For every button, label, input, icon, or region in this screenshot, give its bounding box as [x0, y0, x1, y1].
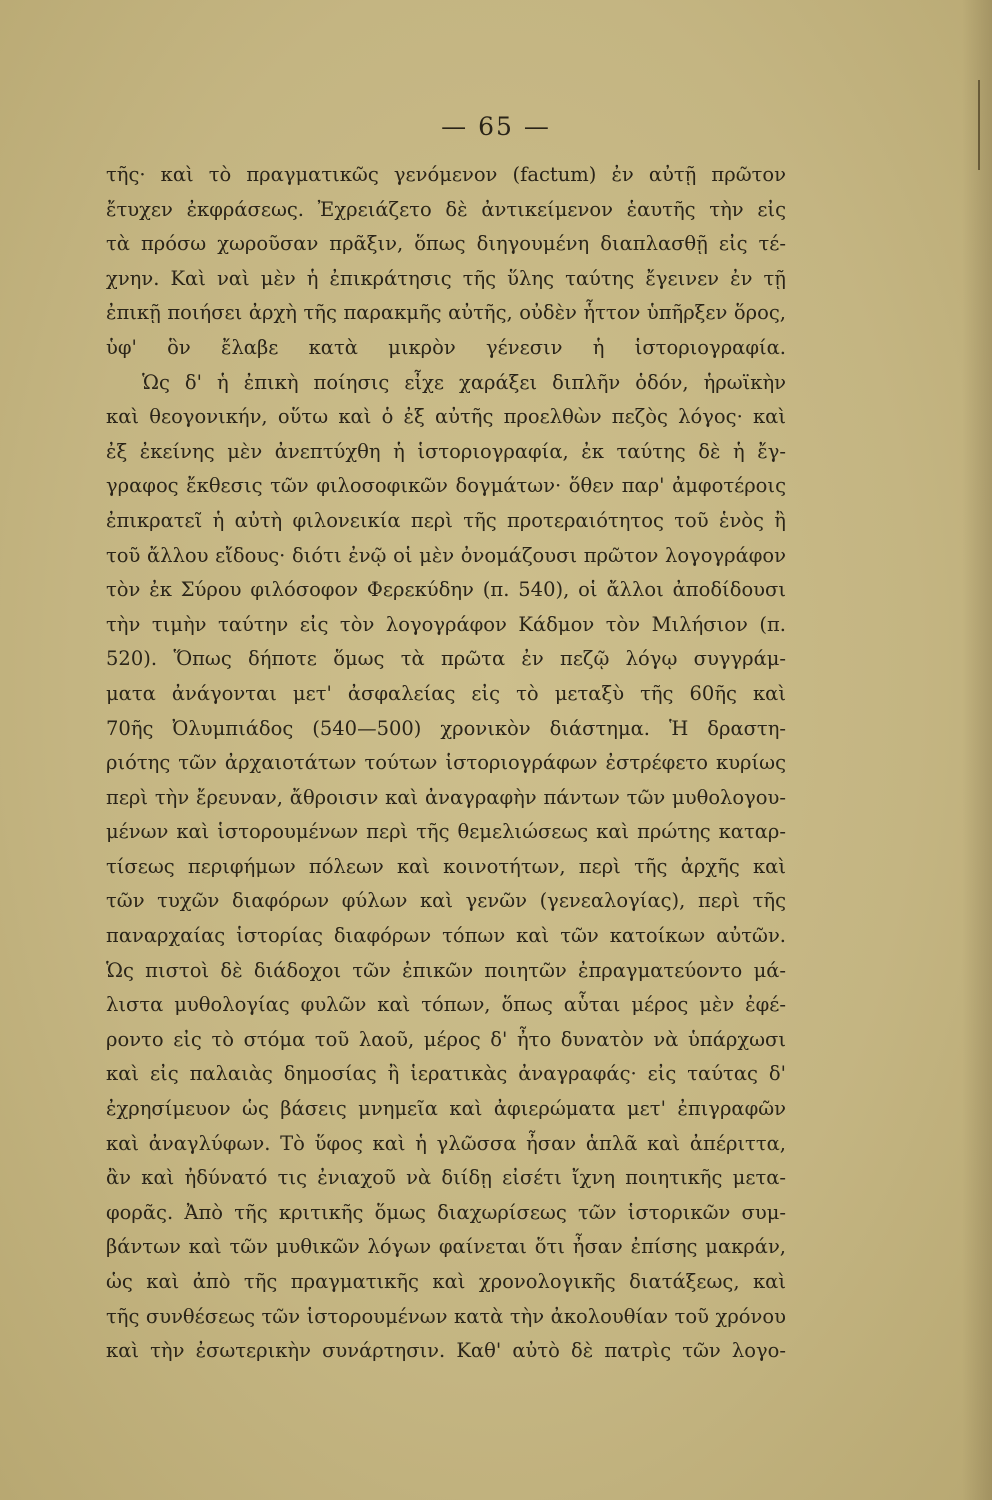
- text-line: 520). Ὅπως δήποτε ὅμως τὰ πρῶτα ἐν πεζῷ λόγῳ συγγράμ-: [106, 647, 786, 671]
- text-line: παναρχαίας ἱστορίας διαφόρων τόπων καὶ τῶν κατοίκων αὐτῶν.: [106, 924, 786, 948]
- text-line: καὶ θεογονικήν, οὕτω καὶ ὁ ἐξ αὐτῆς προελθὼν πεζὸς λόγος· καὶ: [106, 405, 786, 429]
- text-line: ριότης τῶν ἀρχαιοτάτων τούτων ἱστοριογράφων ἐστρέφετο κυρίως: [106, 751, 786, 775]
- text-line: περὶ τὴν ἔρευναν, ἄθροισιν καὶ ἀναγραφὴν πάντων τῶν μυθολογου-: [106, 785, 786, 809]
- page-edge-shadow: [962, 0, 992, 1500]
- text-line: ἂν καὶ ἠδύνατό τις ἐνιαχοῦ νὰ διίδῃ εἰσέτι ἴχνη ποιητικῆς μετα-: [106, 1166, 786, 1190]
- text-line: 70ῆς Ὀλυμπιάδος (540—500) χρονικὸν διάστημα. Ἡ δραστη-: [106, 716, 786, 740]
- text-line: τὴν τιμὴν ταύτην εἰς τὸν λογογράφον Κάδμον τὸν Μιλήσιον (π.: [106, 612, 786, 636]
- text-line: καὶ τὴν ἐσωτερικὴν συνάρτησιν. Καθ' αὐτὸ δὲ πατρὶς τῶν λογο-: [106, 1339, 786, 1363]
- text-line: τίσεως περιφήμων πόλεων καὶ κοινοτήτων, περὶ τῆς ἀρχῆς καὶ: [106, 854, 786, 878]
- text-line: φορᾶς. Ἀπὸ τῆς κριτικῆς ὅμως διαχωρίσεως τῶν ἱστορικῶν συμ-: [106, 1200, 786, 1224]
- body-text: [106, 158, 786, 1369]
- text-line: ματα ἀνάγονται μετ' ἀσφαλείας εἰς τὸ μεταξὺ τῆς 60ῆς καὶ: [106, 681, 786, 705]
- text-line: λιστα μυθολογίας φυλῶν καὶ τόπων, ὅπως αὗται μέρος μὲν ἐφέ-: [106, 993, 786, 1017]
- text-line: ὡς καὶ ἀπὸ τῆς πραγματικῆς καὶ χρονολογικῆς διατάξεως, καὶ: [106, 1270, 786, 1293]
- text-line: ὑφ' ὃν ἔλαβε κατὰ μικρὸν γένεσιν ἡ ἱστοριογραφία.: [106, 335, 786, 359]
- text-line: χνην. Καὶ ναὶ μὲν ἡ ἐπικράτησις τῆς ὕλης ταύτης ἔγεινεν ἐν τῇ: [106, 266, 786, 290]
- text-line: ἐχρησίμευον ὡς βάσεις μνημεῖα καὶ ἀφιερώματα μετ' ἐπιγραφῶν: [106, 1097, 786, 1121]
- text-line: Ὡς δ' ἡ ἐπικὴ ποίησις εἶχε χαράξει διπλῆν ὁδόν, ἡρωϊκὴν: [142, 370, 786, 394]
- text-line: τῆς συνθέσεως τῶν ἱστορουμένων κατὰ τὴν ἀκολουθίαν τοῦ χρόνου: [106, 1304, 786, 1328]
- text-line: βάντων καὶ τῶν μυθικῶν λόγων φαίνεται ὅτι ἦσαν ἐπίσης μακράν,: [106, 1235, 786, 1259]
- text-line: τῆς· καὶ τὸ πραγματικῶς γενόμενον (factum) ἐν αὐτῇ πρῶτον: [106, 163, 786, 186]
- text-line: μένων καὶ ἱστορουμένων περὶ τῆς θεμελιώσεως καὶ πρώτης καταρ-: [106, 820, 786, 844]
- text-line: ἐπικῇ ποιήσει ἀρχὴ τῆς παρακμῆς αὐτῆς, οὐδὲν ἧττον ὑπῆρξεν ὅρος,: [106, 301, 786, 325]
- page-number: — 65 —: [441, 112, 551, 141]
- text-line: ἐξ ἐκείνης μὲν ἀνεπτύχθη ἡ ἱστοριογραφία, ἐκ ταύτης δὲ ἡ ἔγ-: [106, 439, 786, 463]
- text-line: Ὡς πιστοὶ δὲ διάδοχοι τῶν ἐπικῶν ποιητῶν ἐπραγματεύοντο μά-: [106, 958, 786, 982]
- text-line: καὶ ἀναγλύφων. Τὸ ὕφος καὶ ἡ γλῶσσα ἦσαν ἁπλᾶ καὶ ἀπέριττα,: [106, 1131, 786, 1155]
- text-line: τῶν τυχῶν διαφόρων φύλων καὶ γενῶν (γενεαλογίας), περὶ τῆς: [106, 889, 786, 913]
- text-line: ἐπικρατεῖ ἡ αὐτὴ φιλονεικία περὶ τῆς προτεραιότητος τοῦ ἑνὸς ἢ: [106, 508, 786, 532]
- text-line: τοῦ ἄλλου εἴδους· διότι ἐνῷ οἱ μὲν ὀνομάζουσι πρῶτον λογογράφον: [106, 543, 786, 567]
- text-line: ροντο εἰς τὸ στόμα τοῦ λαοῦ, μέρος δ' ἦτο δυνατὸν νὰ ὑπάρχωσι: [106, 1027, 786, 1051]
- text-line: γραφος ἔκθεσις τῶν φιλοσοφικῶν δογμάτων· ὅθεν παρ' ἀμφοτέροις: [106, 474, 786, 498]
- text-line: τὰ πρόσω χωροῦσαν πρᾶξιν, ὅπως διηγουμένη διαπλασθῇ εἰς τέ-: [106, 232, 786, 256]
- text-line: καὶ εἰς παλαιὰς δημοσίας ἢ ἱερατικὰς ἀναγραφάς· εἰς ταύτας δ': [106, 1062, 786, 1086]
- text-line: τὸν ἐκ Σύρου φιλόσοφον Φερεκύδην (π. 540), οἱ ἄλλοι ἀποδίδουσι: [106, 578, 786, 602]
- text-line: ἔτυχεν ἐκφράσεως. Ἐχρειάζετο δὲ ἀντικείμενον ἑαυτῆς τὴν εἰς: [106, 197, 786, 221]
